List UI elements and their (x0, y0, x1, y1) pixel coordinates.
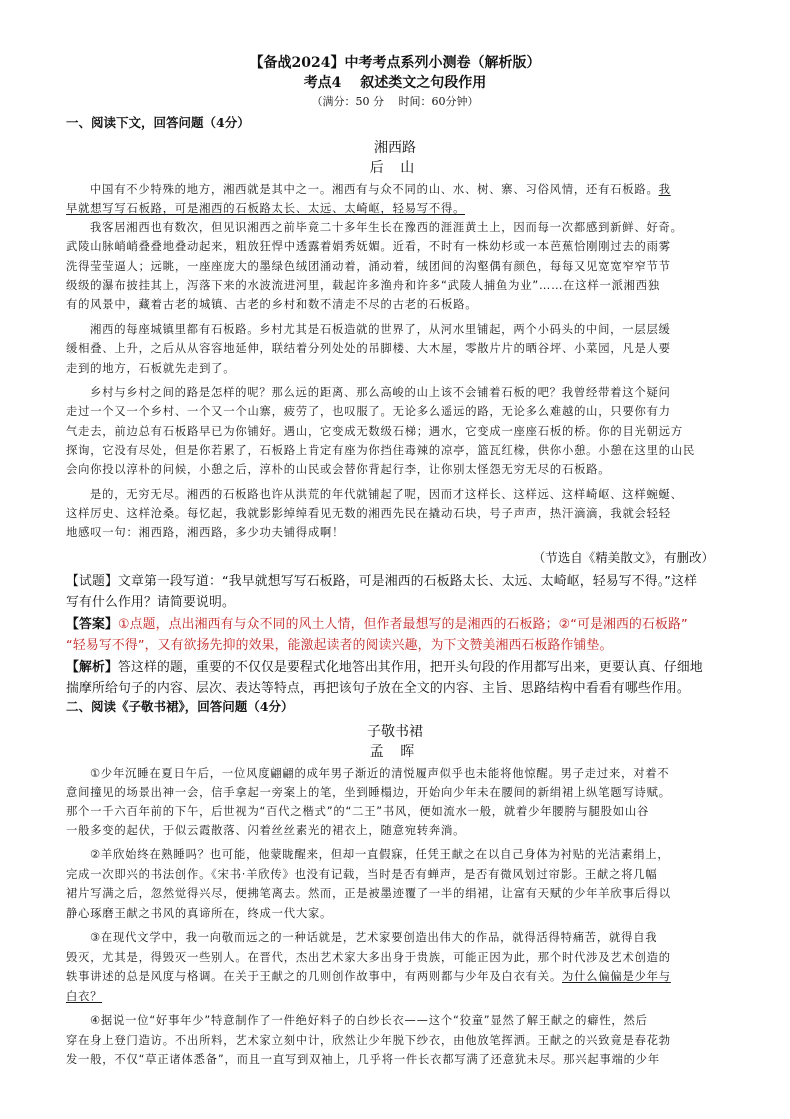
article2-paragraph-line: ②羊欣始终在熟睡吗？也可能，他蒙眬醒来，但却一直假寐，任凭王献之在以自己身体为衬贴的光洁素绢上， (90, 848, 670, 861)
article1-title: 湘西路 (374, 140, 416, 156)
article1-paragraph-line: 有的风景中，藏着古老的城镇、古老的乡村和数不清走不尽的古老的石板路。 (66, 298, 478, 311)
article2-paragraph-line (66, 968, 671, 984)
article1-paragraph-line: 武陵山脉峭峭叠叠地叠动起来，粗放狂悍中透露着娟秀妩媚。近看，不时有一株幼杉或一本芭蕉恰刚刚过去的雨雾 (66, 240, 671, 253)
document-subtitle: 考点4 叙述类文之句段作用 (303, 75, 487, 91)
article2-paragraph-line: ④据说一位“好事年少”特意制作了一件绝好料子的白纱长衣——这个“狡童”显然了解王献之的癖性，然后 (90, 1014, 648, 1027)
article1-paragraph-line: 走到的地方，石板就先走到了。 (66, 362, 236, 375)
text-span: 轶事讲述的总是风度与格调。在关于王献之的几则创作故事中，有两则都与少年及白衣有关。 (66, 970, 562, 983)
underlined-text: 我 (658, 183, 671, 196)
article2-paragraph-line: 穿在身上登门造访。不出所料，艺术家立刻中计，欣然让少年脱下纱衣，由他放笔挥洒。王献之的兴致竟是春花勃 (66, 1034, 671, 1047)
article1-paragraph-line: 走过一个又一个乡村、一个又一个山寨，疲劳了，也叹服了。无论多么遥远的路，无论多么难越的山，只要你有力 (66, 405, 671, 418)
article1-paragraph-line: 湘西的每座城镇里都有石板路。乡村尤其是石板造就的世界了，从河水里铺起，两个小码头的中间，一层层缓 (90, 323, 671, 336)
article2-paragraph-line: 意间撞见的场景出神一会，信手拿起一旁案上的笔，坐到睡榻边，开始向少年未在腰间的新绢裙上纵笔题写诗赋。 (66, 786, 671, 799)
underlined-question: 为什么偏偏是少年与 (561, 970, 671, 983)
analysis-label: 【解析】 (66, 660, 118, 675)
question-text: 【试题】文章第一段写道：“我早就想写写石板路，可是湘西的石板路太长、太远、太崎岖，轻易写不得。”这样 (66, 574, 698, 589)
article1-author: 后 山 (369, 160, 421, 176)
article2-title: 子敬书裙 (367, 724, 423, 740)
analysis-line: 揣摩所给句子的内容、层次、表达等特点，再把该句子放在全文的内容、主旨、思路结构中看看有哪些作用。 (66, 681, 690, 696)
answer-line (66, 613, 688, 632)
article2-paragraph-line: 发一般，不仅“草正诸体悉备”，而且一直写到双袖上，几乎将一件长衣都写满了还意犹未尽。那兴起事端的少年 (66, 1053, 660, 1066)
answer-label: 【答案】 (66, 617, 118, 632)
section1-heading: 一、阅读下文，回答问题（4分） (66, 115, 250, 130)
question-text: 写有什么作用？请简要说明。 (66, 595, 235, 610)
article2-paragraph-line: 裙片写满之后，忽然觉得兴尽，便拂笔离去。然而，正是被墨迹覆了一半的绢裙，让富有天赋的少年羊欣事后得以 (66, 887, 671, 900)
article2-paragraph-line: 完成一次即兴的书法创作。《宋书·羊欣传》也没有记载，当时是否有蝉声，是否有微风划过帘影。王献之将几幅 (66, 868, 658, 881)
document-title: 【备战2024】中考考点系列小测卷（解析版） (249, 55, 541, 71)
score-time-info: （满分：50 分 时间：60分钟） (311, 95, 479, 108)
article1-underlined-sentence: 早就想写写石板路，可是湘西的石板路太长、太远、太崎岖，轻易写不得。 (66, 202, 466, 215)
section2-heading: 二、阅读《子敬书裙》，回答问题（4分） (66, 699, 294, 714)
article2-paragraph-line: ③在现代文学中，我一向敬而远之的一种话就是，艺术家要创造出伟大的作品，就得活得特痛苦，就得自我 (90, 931, 658, 944)
article1-paragraph-line: 洗得莹莹逼人；远眺，一座座庞大的墨绿色绒团涌动着，涌动着，绒团间的沟壑偶有颜色，每每又见宽宽窄窄节节 (66, 260, 671, 273)
article1-paragraph-line: 我客居湘西也有数次，但见识湘西之前毕竟二十多年生长在豫西的涯涯黄土上，因而每一次都感到新鲜、好奇。 (90, 221, 683, 234)
article1-paragraph-line: 这样厉史、这样沧桑。每忆起，我就影影绰绰看见无数的湘西先民在撬动石块，号子声声，热汗滴滴，我就会轻轻 (66, 507, 671, 520)
article1-paragraph-line: 探询，它没有尽处，但是你若累了，石板路上肯定有座为你挡住毒辣的凉亭，篮瓦红椽，供你小憩。小憩在这里的山民 (66, 444, 696, 457)
article1-paragraph-line: 缓相叠、上升，之后从从容容地延伸，联结着分列处处的吊脚楼、大木屋，零散片片的晒谷坪、小菜园，凡是人要 (66, 342, 671, 355)
analysis-text: 答这样的题，重要的不仅仅是要程式化地答出其作用，把开头句段的作用都写出来，更要认真、仔细地 (118, 660, 703, 675)
article2-paragraph-line: ①少年沉睡在夏日午后，一位风度翩翩的成年男子渐近的清悦履声似乎也未能将他惊醒。男子走过来，对着不 (90, 767, 670, 780)
article1-paragraph-line: 会向你投以淳朴的问候，小憩之后，淳朴的山民或会替你背起行李，让你别太怪怨无穷无尽的石板路。 (66, 463, 611, 476)
article1-paragraph-line (90, 181, 671, 197)
article1-paragraph-line: 乡村与乡村之间的路是怎样的呢？那么远的距离、那么高峻的山上该不会铺着石板的吧？我曾经带着这个疑问 (90, 386, 671, 399)
article2-paragraph-line: 那个一千六百年前的下午，后世视为“百代之楷式”的“二王”书风，便如流水一般，就着少年腰胯与腿股如山谷 (66, 805, 650, 818)
underlined-question-end: 白衣？ (66, 990, 103, 1003)
answer-line: “轻易写不得”，又有欲扬先抑的效果，能激起读者的阅读兴趣，为下文赞美湘西石板路作铺垫。 (66, 638, 613, 653)
article2-paragraph-line: 静心琢磨王献之书风的真谛所在，终成一代大家。 (66, 907, 333, 920)
article1-paragraph-line: 地感叹一句：湘西路，湘西路，多少功夫铺得成啊！ (66, 526, 345, 539)
article2-paragraph-line: 一般多变的起伏，于似云霞散落、闪着丝丝素光的裙衣上，随意宛转奔淌。 (66, 824, 466, 837)
answer-text: ①点题，点出湘西有与众不同的风土人情，但作者最想写的是湘西的石板路；②“可是湘西的石板路” (118, 617, 688, 632)
article1-paragraph-line: 级级的瀑布披挂其上，泻落下来的水波流进河里，载起许多渔舟和许多“武陵人捕鱼为业”……在这样一派湘西独 (66, 279, 660, 292)
article1-paragraph-line: 气走去，前边总有石板路早已为你铺好。遇山，它变成无数级石梯；遇水，它变成一座座石板的桥。你的目光朝远方 (66, 425, 683, 438)
article2-author: 孟 晖 (369, 744, 421, 760)
text-span: 中国有不少特殊的地方，湘西就是其中之一。湘西有与众不同的山、水、树、寨、习俗风情，还有石板路。 (90, 183, 659, 196)
analysis-line (66, 656, 703, 675)
article1-paragraph-line: 是的，无穷无尽。湘西的石板路也许从洪荒的年代就铺起了呢，因而才这样长、这样远、这样崎岖、这样蜿蜒、 (90, 488, 683, 501)
article1-source: （节选自《精美散文》，有删改） (532, 550, 714, 565)
article2-paragraph-line: 毁灭，尤其是，得毁灭一些别人。在晋代，杰出艺术家大多出身于贵族，可能正因为此，那个时代涉及艺术创造的 (66, 951, 671, 964)
